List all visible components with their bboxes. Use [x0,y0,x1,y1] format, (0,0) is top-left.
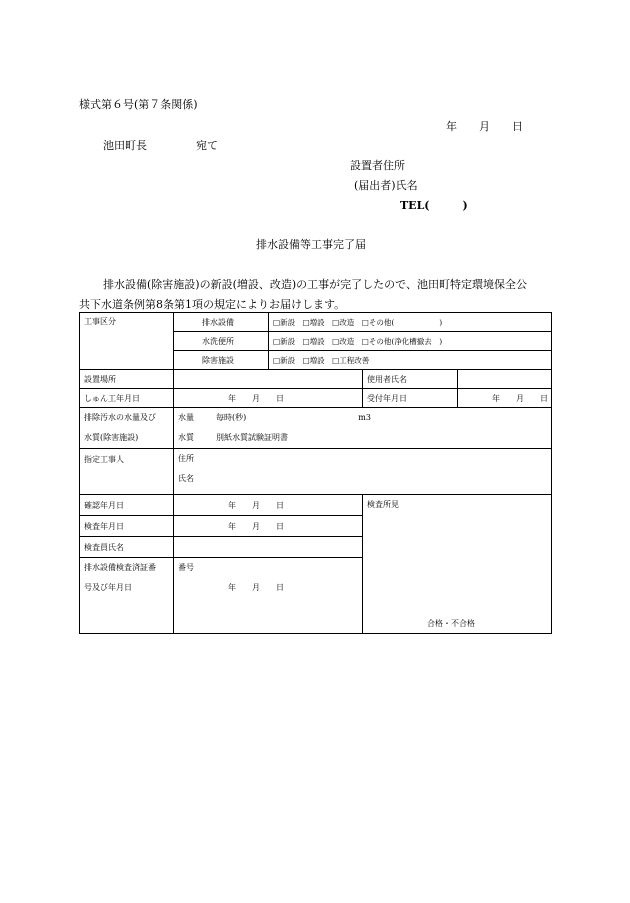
discharge-field[interactable] [174,408,552,449]
inspector-name-field[interactable] [174,537,363,558]
body-line-1: 排水設備(除害施設)の新設(増設、改造)の工事が完了したので、池田町特定環境保全公 [103,278,527,291]
volume-label: 水量 [178,413,194,422]
quality-value: 別紙水質試験証明書 [216,433,288,442]
completion-date-field[interactable]: 年 月 日 [174,389,363,408]
address-label: 設置者住所 [350,159,405,172]
name-label: (届出者)氏名 [354,179,418,192]
completion-form-table [79,312,552,634]
drainage-options[interactable]: □新設 □増設 □改造 □その他( ) [269,313,552,332]
addressee-suffix: 宛て [196,139,218,152]
tel-label: TEL( ) [400,199,468,212]
quality-label: 水質 [178,433,194,442]
form-number: 様式第６号(第７条関係) [79,98,198,111]
table-row [80,449,552,495]
inspector-name-label: 検査員氏名 [80,537,174,558]
table-row [80,495,552,516]
certificate-label-line-2: 号及び年月日 [84,583,132,592]
contractor-label: 指定工事人 [80,449,174,495]
certificate-label [80,558,174,634]
contractor-address-label: 住所 [178,454,194,463]
certificate-field[interactable] [174,558,363,634]
discharge-label-line-1: 排除汚水の水量及び [84,413,156,422]
pass-fail-label: 合格・不合格 [427,619,475,628]
location-label: 設置場所 [80,370,174,389]
table-row [80,408,552,449]
completion-date-label: しゅん工年月日 [80,389,174,408]
toilet-label: 水洗便所 [174,332,269,351]
user-name-label: 使用者氏名 [363,370,458,389]
inspection-date-label: 検査年月日 [80,516,174,537]
table-row [80,313,552,332]
contractor-name-label: 氏名 [178,474,194,483]
volume-unit-prefix: 毎時(秒) [216,413,247,422]
abatement-label: 除害施設 [174,351,269,370]
inspection-date-field[interactable]: 年 月 日 [174,516,363,537]
volume-unit: m3 [358,413,371,422]
inspection-opinion-label: 検査所見 [367,500,399,509]
receipt-date-field[interactable]: 年 月 日 [458,389,552,408]
toilet-options[interactable]: □新設 □増設 □改造 □その他(浄化槽撤去 ) [269,332,552,351]
discharge-label-line-2: 水質(除害施設) [84,433,139,442]
discharge-label [80,408,174,449]
location-field[interactable] [174,370,363,389]
contractor-field[interactable] [174,449,552,495]
addressee-name: 池田町長 [103,139,147,152]
confirm-date-label: 確認年月日 [80,495,174,516]
abatement-options[interactable]: □新設 □増設 □工程改善 [269,351,552,370]
work-type-label: 工事区分 [80,313,174,370]
date-line: 年 月 日 [446,120,523,133]
inspection-opinion-cell[interactable] [363,495,552,634]
certificate-number-label: 番号 [178,563,194,572]
confirm-date-field[interactable]: 年 月 日 [174,495,363,516]
body-line-2: 共下水道条例第8条第1項の規定によりお届けします。 [79,298,346,311]
table-row [80,370,552,389]
user-name-field[interactable] [458,370,552,389]
certificate-label-line-1: 排水設備検査済証番 [84,563,156,572]
drainage-label: 排水設備 [174,313,269,332]
receipt-date-label: 受付年月日 [363,389,458,408]
certificate-date: 年 月 日 [228,583,284,592]
document-title: 排水設備等工事完了届 [256,238,366,251]
table-row [80,389,552,408]
